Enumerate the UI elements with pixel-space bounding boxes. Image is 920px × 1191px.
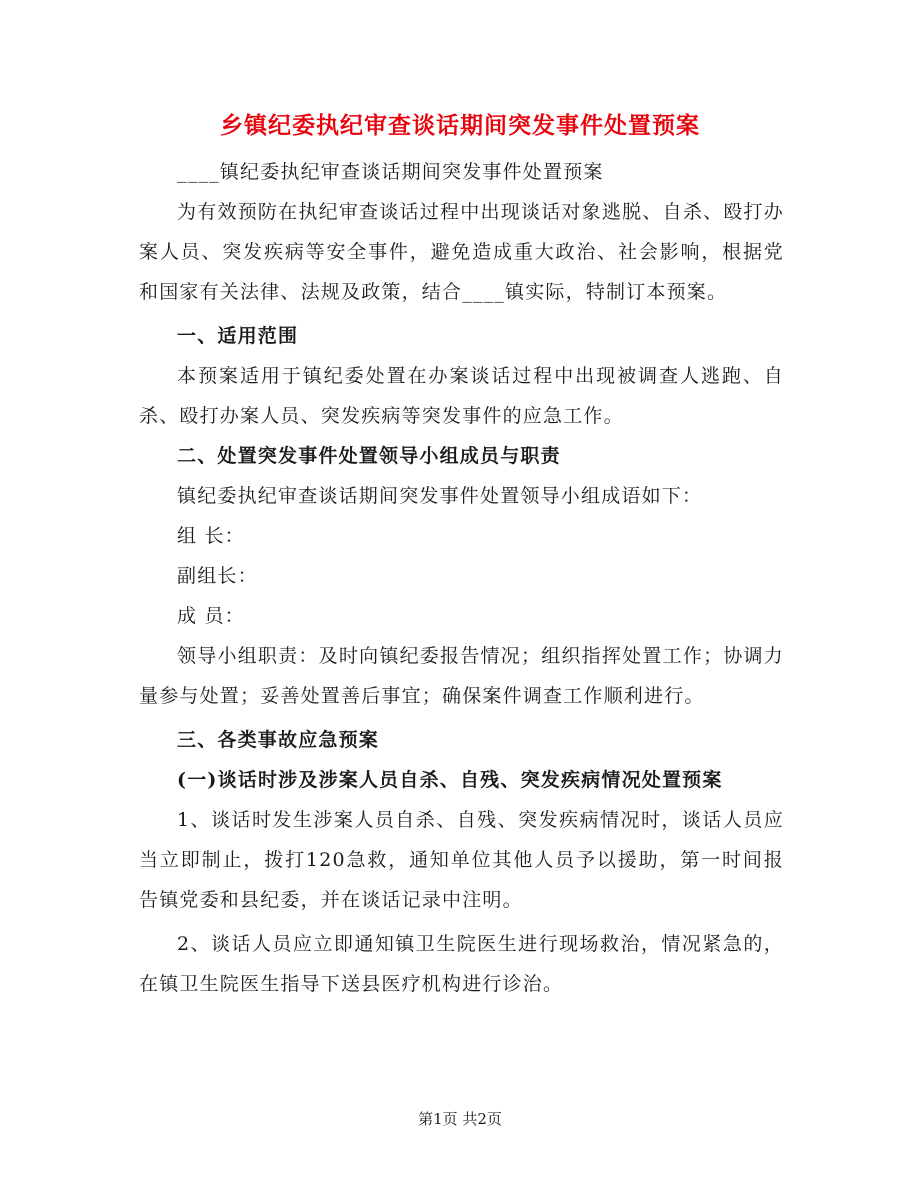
leadership-intro-paragraph: 镇纪委执纪审查谈话期间突发事件处置领导小组成语如下： [177, 485, 703, 507]
subsection-heading-suicide-illness: (一)谈话时涉及涉案人员自杀、自残、突发疾病情况处置预案 [177, 769, 723, 791]
section-heading-leadership: 二、处置突发事件处置领导小组成员与职责 [177, 445, 561, 467]
responsibilities-paragraph: 领导小组职责：及时向镇纪委报告情况；组织指挥处置工作；协调力量参与处置；妥善处置善后事宜；确保案件调查工作顺利进行。 [139, 645, 784, 707]
intro-paragraph: 为有效预防在执纪审查谈话过程中出现谈话对象逃脱、自杀、殴打办案人员、突发疾病等安全事件，避免造成重大政治、社会影响，根据党和国家有关法律、法规及政策，结合____镇实际，特制订本预案。 [139, 201, 784, 303]
document-title: 乡镇纪委执纪审查谈话期间突发事件处置预案 [220, 112, 700, 139]
plan-item-2: 2、谈话人员应立即通知镇卫生院医生进行现场救治，情况紧急的，在镇卫生院医生指导下送县医疗机构进行诊治。 [139, 933, 784, 995]
plan-item-1: 1、谈话时发生涉案人员自杀、自残、突发疾病情况时，谈话人员应当立即制止，拨打120急救，通知单位其他人员予以援助，第一时间报告镇党委和县纪委，并在谈话记录中注明。 [139, 809, 784, 911]
scope-paragraph: 本预案适用于镇纪委处置在办案谈话过程中出现被调查人逃跑、自杀、殴打办案人员、突发疾病等突发事件的应急工作。 [139, 365, 784, 427]
deputy-leader-line: 副组长： [177, 565, 258, 587]
page-number-footer: 第1页 共2页 [418, 1110, 502, 1128]
team-leader-line: 组 长： [177, 525, 245, 547]
section-heading-scope: 一、适用范围 [177, 325, 299, 347]
members-line: 成 员： [177, 605, 245, 627]
subtitle-paragraph: ____镇纪委执纪审查谈话期间突发事件处置预案 [177, 161, 604, 183]
document-body [139, 152, 784, 1004]
section-heading-emergency-plans: 三、各类事故应急预案 [177, 729, 380, 751]
